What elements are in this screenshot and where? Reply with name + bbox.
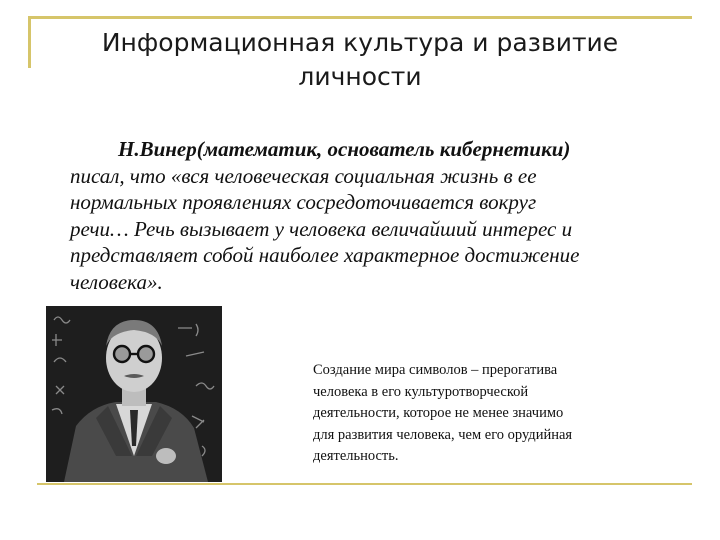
caption-line: для развития человека, чем его орудийная	[313, 426, 573, 443]
quote-line: Н.Винер(математик, основатель кибернетики)	[118, 137, 571, 161]
portrait-illustration	[46, 306, 222, 482]
caption-line: деятельности, которое не менее значимо	[313, 405, 564, 421]
quote-line: речи… Речь вызывает у человека величайший интерес и	[70, 216, 573, 241]
quote-line: писал, что «вся человеческая социальная жизнь в ее	[70, 163, 537, 188]
bottom-border-line	[37, 483, 692, 485]
portrait-photo	[46, 306, 222, 482]
slide-title	[60, 26, 660, 94]
top-border-line	[28, 16, 692, 19]
left-border-line	[28, 16, 31, 68]
caption-line: Создание мира символов – прерогатива	[313, 362, 558, 378]
caption-line: человека в его культуротворческой	[313, 383, 529, 400]
quote-line: человека».	[70, 269, 163, 294]
quote-line: нормальных проявлениях сосредоточивается вокруг	[70, 190, 537, 214]
title-line-1: Информационная культура и развитие	[101, 28, 619, 57]
caption-paragraph	[313, 360, 653, 468]
quote-line: представляет собой наиболее характерное достижение	[70, 243, 580, 267]
quote-paragraph	[70, 136, 670, 295]
title-line-2: личности	[298, 62, 422, 91]
caption-line: деятельность.	[313, 448, 399, 464]
